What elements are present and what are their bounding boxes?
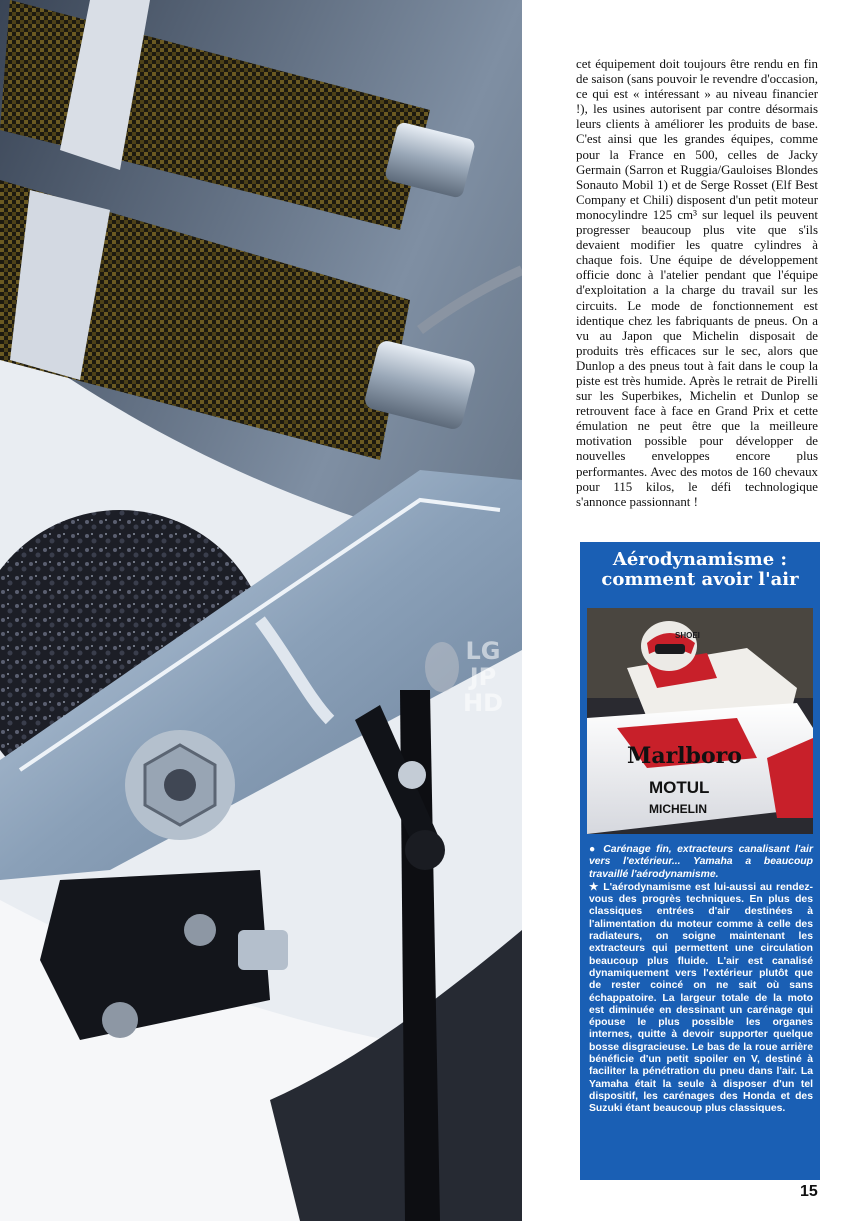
sidebar-title-line1: Aérodynamisme : [612, 549, 788, 570]
fairing-photo [587, 608, 813, 834]
sidebar-body: ★ L'aérodynamisme est lui-aussi au rendez-vous des progrès techniques. En plus des classiques entrées d'air destinées à l'alimentation du moteur comme à celle des radiateurs, on soigne maintenant les extracteurs qui permettent une circulation beaucoup plus fluide. L'air est canalisé dynamiquement vers l'extérieur plutôt que de rester coincé on ne sait où sans échappatoire. La largeur totale de la moto est diminuée en dessinant un carénage qui épouse le plus possible les organes internes, quitte à devoir supporter quelque bosse disgracieuse. Le bas de la roue arrière bénéficie d'un petit spoiler en V, destiné à faciliter la pénétration du pneu dans l'air. La Yamaha était la seule à disposer d'un tel dispositif, les carénages des Honda et des Suzuki étant beaucoup plus classiques. [589, 881, 813, 1115]
michelin-logo: MICHELIN [649, 802, 707, 816]
page-number: 15 [800, 1183, 818, 1200]
sidebar-text [589, 844, 813, 1116]
sidebar-title [580, 550, 820, 590]
watermark-text: LG JP HD [462, 637, 503, 717]
watermark-face-icon [425, 642, 459, 692]
fairing-illustration [587, 608, 813, 834]
helmet-label: SHOEI [675, 631, 700, 640]
sidebar-title-line2: comment avoir l'air [601, 569, 799, 590]
motul-logo: MOTUL [649, 778, 710, 797]
watermark [425, 636, 511, 720]
photo-caption: ● Carénage fin, extracteurs canalisant l'air vers l'extérieur... Yamaha a beaucoup travaillé l'aérodynamisme. [589, 844, 813, 880]
rear-axle [125, 730, 235, 840]
article-body-text: cet équipement doit toujours être rendu en fin de saison (sans pouvoir le revendre d'occasion, ce qui est « intéressant » au niveau financier !), les usines autorisent par contre désormais leurs clients à améliorer les produits de base. C'est ainsi que les grandes équipes, comme pour la France en 500, celles de Jacky Germain (Sarron et Ruggia/Gauloises Blondes Sonauto Mobil 1) et de Serge Rosset (Elf Best Company et Chili) disposent d'un petit moteur monocylindre 125 cm³ sur lequel ils peuvent progresser beaucoup plus vite que s'ils devaient modifier les quatre cylindres à chaque fois. Une équipe de développement officie donc à l'atelier pendant que l'équipe d'exploitation a la charge du travail sur les circuits. Le mode de fonctionnement est identique chez les fabriquants de pneus. On a vu au Japon que Michelin disposait de produits très efficaces sur le sec, alors que Dunlop a des pneus tout à fait dans le coup la piste est très humide. Après le retrait de Pirelli sur les Superbikes, Michelin et Dunlop se retrouvent face à face en Grand Prix et cette émulation ne peut être que la meilleure motivation possible pour développer de nouvelles enveloppes encore plus performantes. Avec des motos de 160 chevaux pour 115 kilos, le défi technologique s'annonce passionnant ! [576, 57, 818, 509]
marlboro-logo: Marlboro [627, 743, 742, 769]
aerodynamics-sidebar [580, 542, 820, 1180]
fairing [587, 703, 813, 834]
